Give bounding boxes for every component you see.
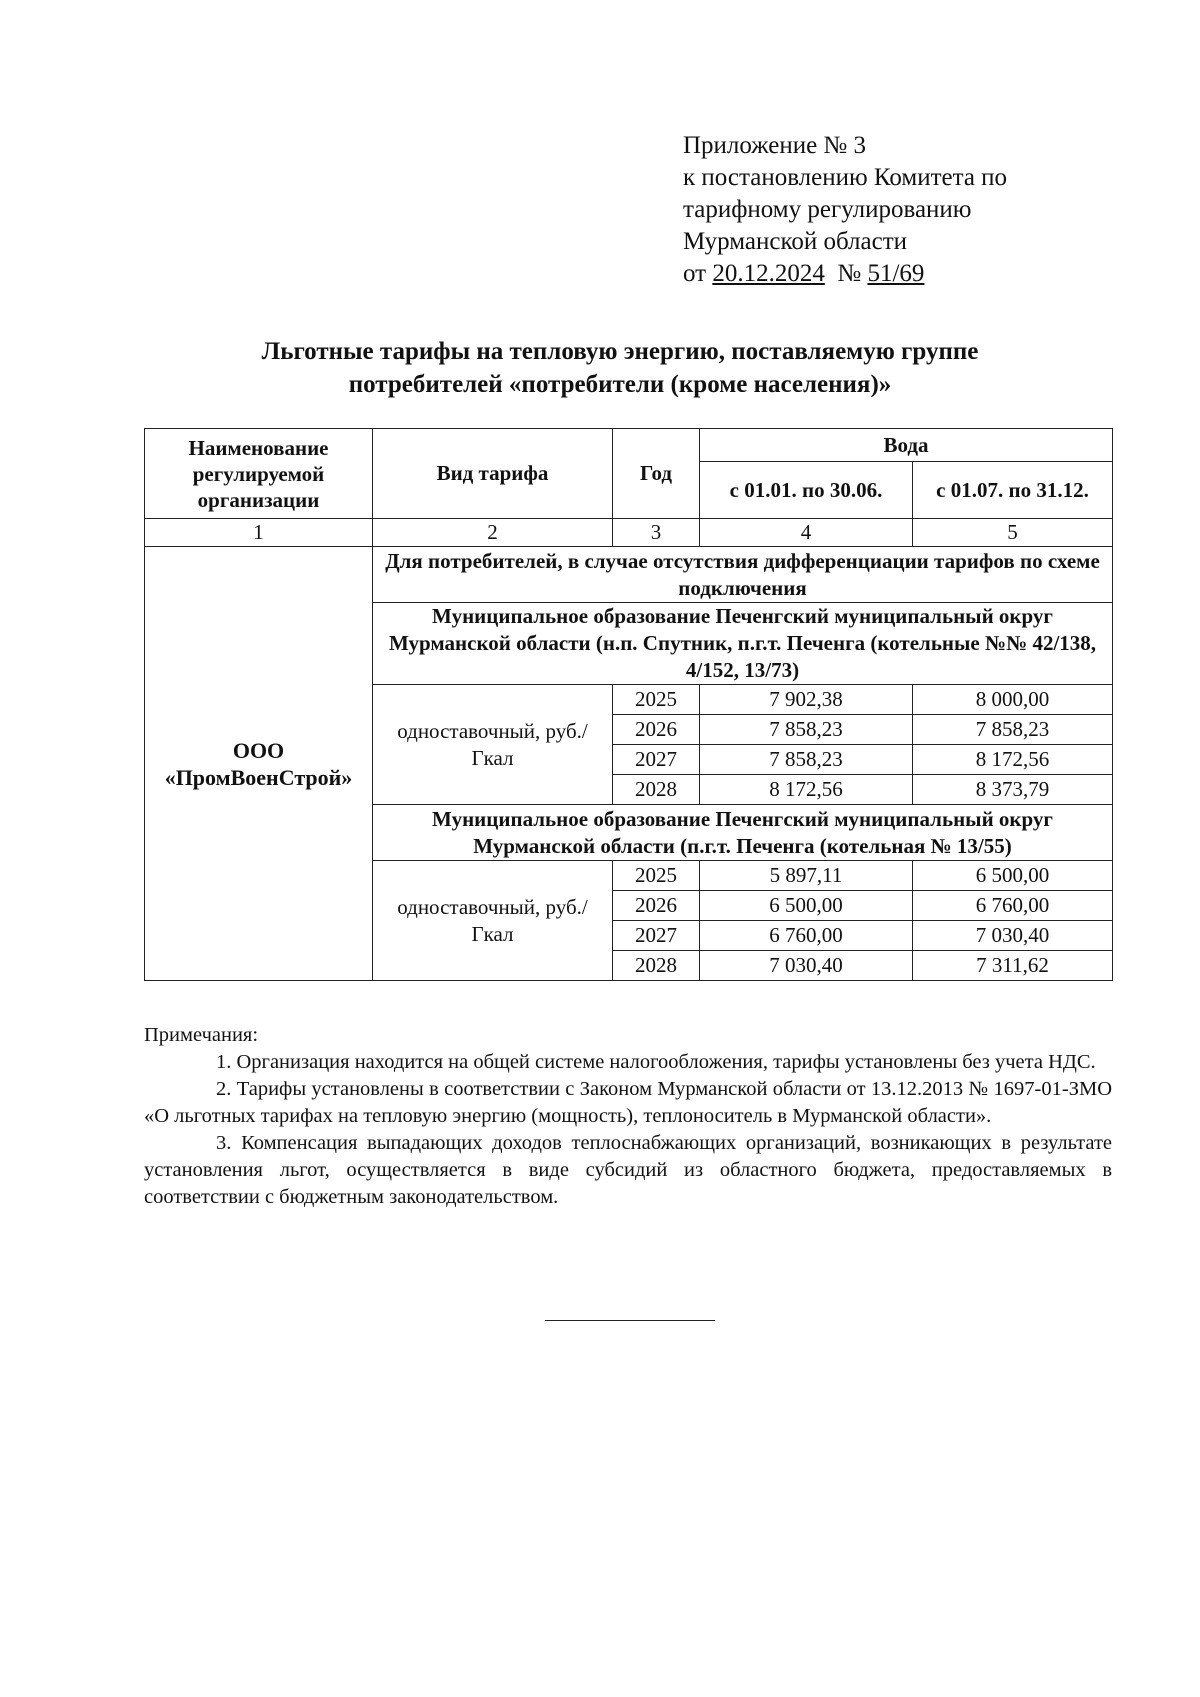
section-header: Для потребителей, в случае отсутствия дифференциации тарифов по схеме подключения <box>373 547 1113 603</box>
value-cell: 7 311,62 <box>913 951 1113 981</box>
value-cell: 7 902,38 <box>700 685 913 715</box>
appendix-reference-cont: тарифному регулированию <box>683 196 972 223</box>
organization-name: ООО «ПромВоенСтрой» <box>145 547 373 981</box>
municipality-1: Муниципальное образование Печенгский муниципальный округ Мурманской области (н.п. Спутник, п.г.т. Печенга (котельные №№ 42/138, 4/152, 13/73) <box>373 603 1113 685</box>
value-cell: 7 858,23 <box>913 715 1113 745</box>
title-line-1: Льготные тарифы на тепловую энергию, поставляемую группе <box>261 338 979 365</box>
year-cell: 2028 <box>613 951 700 981</box>
value-cell: 7 030,40 <box>700 951 913 981</box>
number-prefix: № <box>837 260 868 287</box>
document-title <box>140 335 1100 401</box>
header-row-1 <box>145 429 1113 462</box>
year-cell: 2025 <box>613 861 700 891</box>
value-cell: 6 760,00 <box>913 891 1113 921</box>
appendix-date-line <box>683 258 1007 290</box>
appendix-header <box>683 130 1007 290</box>
col-number-1: 1 <box>145 519 373 547</box>
note-2: 2. Тарифы установлены в соответствии с Законом Мурманской области от 13.12.2013 № 1697-01-ЗМО «О льготных тарифах на тепловую энергию (мощность), теплоноситель в Мурманской области». <box>144 1078 1112 1127</box>
year-cell: 2027 <box>613 745 700 775</box>
value-cell: 8 000,00 <box>913 685 1113 715</box>
tariff-type-1: одноставочный, руб./Гкал <box>373 685 613 805</box>
col-number-5: 5 <box>913 519 1113 547</box>
year-cell: 2025 <box>613 685 700 715</box>
column-numbers-row <box>145 519 1113 547</box>
end-separator-line <box>545 1320 715 1321</box>
header-year: Год <box>613 429 700 519</box>
section-header-row <box>145 547 1113 603</box>
date-prefix: от <box>683 260 713 287</box>
col-number-2: 2 <box>373 519 613 547</box>
resolution-number: 51/69 <box>867 260 925 287</box>
resolution-date: 20.12.2024 <box>712 260 825 287</box>
header-period-2: с 01.07. по 31.12. <box>913 462 1113 519</box>
title-line-2: потребителей «потребители (кроме населения)» <box>348 371 892 398</box>
year-cell: 2026 <box>613 891 700 921</box>
tariff-type-2: одноставочный, руб./Гкал <box>373 861 613 981</box>
header-org: Наименование регулируемой организации <box>145 429 373 519</box>
value-cell: 7 858,23 <box>700 715 913 745</box>
note-1: 1. Организация находится на общей системе налогообложения, тарифы установлены без учета НДС. <box>216 1051 1096 1073</box>
header-period-1: с 01.01. по 30.06. <box>700 462 913 519</box>
col-number-3: 3 <box>613 519 700 547</box>
appendix-region: Мурманской области <box>683 228 908 255</box>
value-cell: 7 030,40 <box>913 921 1113 951</box>
value-cell: 6 760,00 <box>700 921 913 951</box>
col-number-4: 4 <box>700 519 913 547</box>
year-cell: 2026 <box>613 715 700 745</box>
value-cell: 8 373,79 <box>913 775 1113 805</box>
notes-heading: Примечания: <box>144 1024 259 1046</box>
notes-section <box>144 1022 1112 1211</box>
tariff-table <box>144 428 1113 981</box>
year-cell: 2027 <box>613 921 700 951</box>
note-3: 3. Компенсация выпадающих доходов теплоснабжающих организаций, возникающих в результате установления льгот, осуществляется в виде субсидий из областного бюджета, предоставляемых в соответствии с бюджетным законодательством. <box>144 1132 1112 1208</box>
value-cell: 6 500,00 <box>700 891 913 921</box>
header-tariff-type: Вид тарифа <box>373 429 613 519</box>
appendix-reference: к постановлению Комитета по <box>683 164 1008 191</box>
value-cell: 8 172,56 <box>700 775 913 805</box>
header-water: Вода <box>700 429 1113 462</box>
value-cell: 6 500,00 <box>913 861 1113 891</box>
value-cell: 7 858,23 <box>700 745 913 775</box>
municipality-2: Муниципальное образование Печенгский муниципальный округ Мурманской области (п.г.т. Печенга (котельная № 13/55) <box>373 805 1113 861</box>
year-cell: 2028 <box>613 775 700 805</box>
value-cell: 5 897,11 <box>700 861 913 891</box>
value-cell: 8 172,56 <box>913 745 1113 775</box>
appendix-number: Приложение № 3 <box>683 132 867 159</box>
